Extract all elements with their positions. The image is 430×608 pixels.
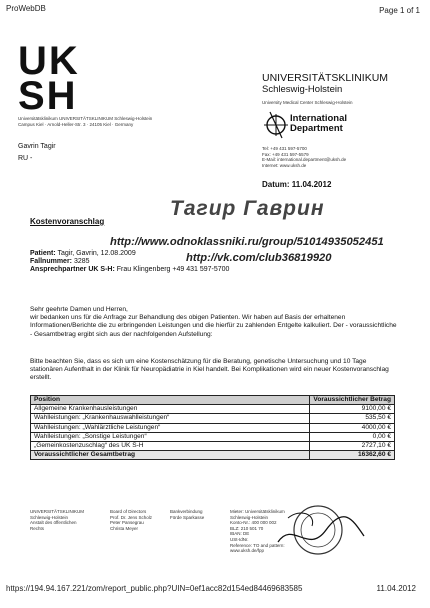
date-label: Datum: (262, 180, 290, 189)
patient-label: Patient: (30, 250, 56, 257)
row-label: Wahlleistungen: „Wahlärztliche Leistungen“ (31, 423, 310, 432)
total-amount: 16362,60 € (310, 451, 395, 460)
letter-intro (30, 306, 400, 339)
print-date: 11.04.2012 (376, 584, 416, 593)
table-row (31, 423, 395, 432)
footer-text: Peter Pansegrau (110, 520, 144, 526)
letter-paragraph-1: wir bedanken uns für die Anfrage zur Behandlung des obigen Patienten. Wir haben auf Basis der erhaltenen Informationen/Berichte die zu erbringenden Leistungen und die hierfür zu zahlenden Entgelte kalkuliert. Der - voraussichtliche - Gesamtbetrag ergibt sich aus der nachfolgenden Aufstellung: (30, 314, 397, 338)
department-line-1: International (290, 113, 348, 124)
table-row (31, 432, 395, 441)
header-page-number: Page 1 of 1 (379, 6, 420, 15)
footer-text: Schleswig-Holstein (30, 514, 69, 520)
report-url[interactable]: https://194.94.167.221/zom/report_public.php?UIN=0ef1acc82d154ed84469683585 (6, 584, 303, 593)
contact-email: E-Mail: international.department@uksh.de (262, 157, 347, 163)
footer-text: Prof. Dr. Jens Scholz (110, 514, 153, 520)
case-label: Fallnummer: (30, 258, 73, 265)
total-label: Voraussichtlicher Gesamtbetrag (31, 451, 310, 460)
footer-text: Bankverbindung (170, 509, 203, 514)
row-label: Wahlleistungen: „Sonstige Leistungen“ (31, 432, 310, 441)
header-app-name: ProWebDB (6, 4, 46, 13)
recipient-name: Gavrin Tagir (18, 143, 56, 150)
footer-column-institution (30, 509, 90, 531)
footer-text: UNIVERSITÄTSKLINIKUM (30, 509, 85, 514)
patient-value: Tagir, Gavrin, 12.08.2009 (57, 250, 136, 257)
document-title: Kostenvoranschlag (30, 217, 105, 226)
contact-phone: Tel: +49 431 597-5700 (262, 146, 307, 151)
cost-table (30, 395, 395, 460)
table-row (31, 414, 395, 423)
footer-text: Konto-Nr.: 400 000 002 (230, 520, 277, 526)
letter-salutation: Sehr geehrte Damen und Herren, (30, 306, 128, 313)
table-row (31, 442, 395, 451)
document-date (262, 180, 331, 189)
institution-title: UNIVERSITÄTSKLINIKUM (262, 72, 389, 84)
footer-text: Mieter: Universitätsklinikum Schleswig-Holstein (230, 509, 285, 520)
institution-subtitle: Schleswig-Holstein (262, 84, 343, 95)
table-header-row (31, 396, 395, 405)
row-amount: 0,00 € (310, 432, 395, 441)
footer-column-bank (170, 509, 230, 520)
logo-line-2: SH (18, 74, 78, 118)
case-value: 3285 (73, 258, 90, 265)
logo-sub-line-2: Campus Kiel · Arnold-Heller-Str. 3 · 24105 Kiel · Germany (18, 121, 134, 127)
footer-text: USt-IdNr. (230, 536, 249, 542)
row-amount: 535,50 € (310, 414, 395, 423)
logo-line-1: UK (18, 39, 80, 83)
department-name (290, 114, 347, 134)
row-amount: 9100,00 € (310, 405, 395, 414)
department-line-2: Department (290, 123, 343, 134)
letter-paragraph-2: Bitte beachten Sie, dass es sich um eine Kostenschätzung für die Beratung, genetische Untersuchung und 10 Tage stationären Aufenthalt in der Klinik für Neuropädiatrie in Kiel handelt. Bei Komplikationen wird ein neuer Kostenvoranschlag erstellt. (30, 358, 389, 382)
contact-block (262, 146, 412, 168)
uksh-logo (18, 39, 80, 118)
stamp-and-signature-icon (268, 500, 368, 560)
table-row (31, 405, 395, 414)
table-total-row (31, 451, 395, 460)
row-amount: 4000,00 € (310, 423, 395, 432)
logo-sub-line-1: Universitätsklinikum UNIVERSITÄTSKLINIKUM Schleswig-Holstein (18, 116, 153, 121)
contact-internet: Internet: www.uksh.de (262, 162, 307, 168)
footer-column-board (110, 509, 170, 531)
partner-row (30, 266, 229, 274)
partner-value: Frau Klingenberg +49 431 597-5700 (116, 266, 230, 273)
footer-text: Anstalt des öffentlichen Rechts (30, 520, 77, 531)
institution-small-text: University Medical Center Schleswig-Holstein (262, 100, 353, 105)
overlay-url-odnoklassniki: http://www.odnoklassniki.ru/group/51014935052451 (110, 236, 384, 248)
overlay-name: Тагир Гаврин (170, 197, 325, 220)
footer-text: Förde Sparkasse (170, 514, 205, 520)
contact-fax: Fax: +49 431 597-5579 (262, 151, 309, 157)
footer-text: IBAN: DE (230, 531, 250, 537)
overlay-url-vk: http://vk.com/club36819920 (186, 252, 332, 264)
date-value: 11.04.2012 (291, 180, 332, 189)
footer-text: Reference: TO and pattern: www.uksh.de/fpp (230, 542, 285, 554)
footer-text: Christa Meyer (110, 525, 139, 531)
column-header-position: Position (31, 396, 310, 405)
partner-label: Ansprechpartner UK S-H: (30, 266, 115, 273)
row-label: Wahlleistungen: „Krankenhauswahlleistungen“ (31, 414, 310, 423)
column-header-amount: Voraussichtlicher Betrag (310, 396, 395, 405)
recipient-country: RU - (18, 155, 33, 162)
logo-subtext (18, 116, 218, 127)
row-label: „Gemeinkostenzuschlag“ des UK S-H (31, 442, 310, 451)
footer-text: Board of Directors (110, 509, 147, 514)
row-amount: 2727,10 € (310, 442, 395, 451)
footer-text: BLZ: 210 501 70 (230, 525, 264, 531)
row-label: Allgemeine Krankenhausleistungen (31, 405, 310, 414)
